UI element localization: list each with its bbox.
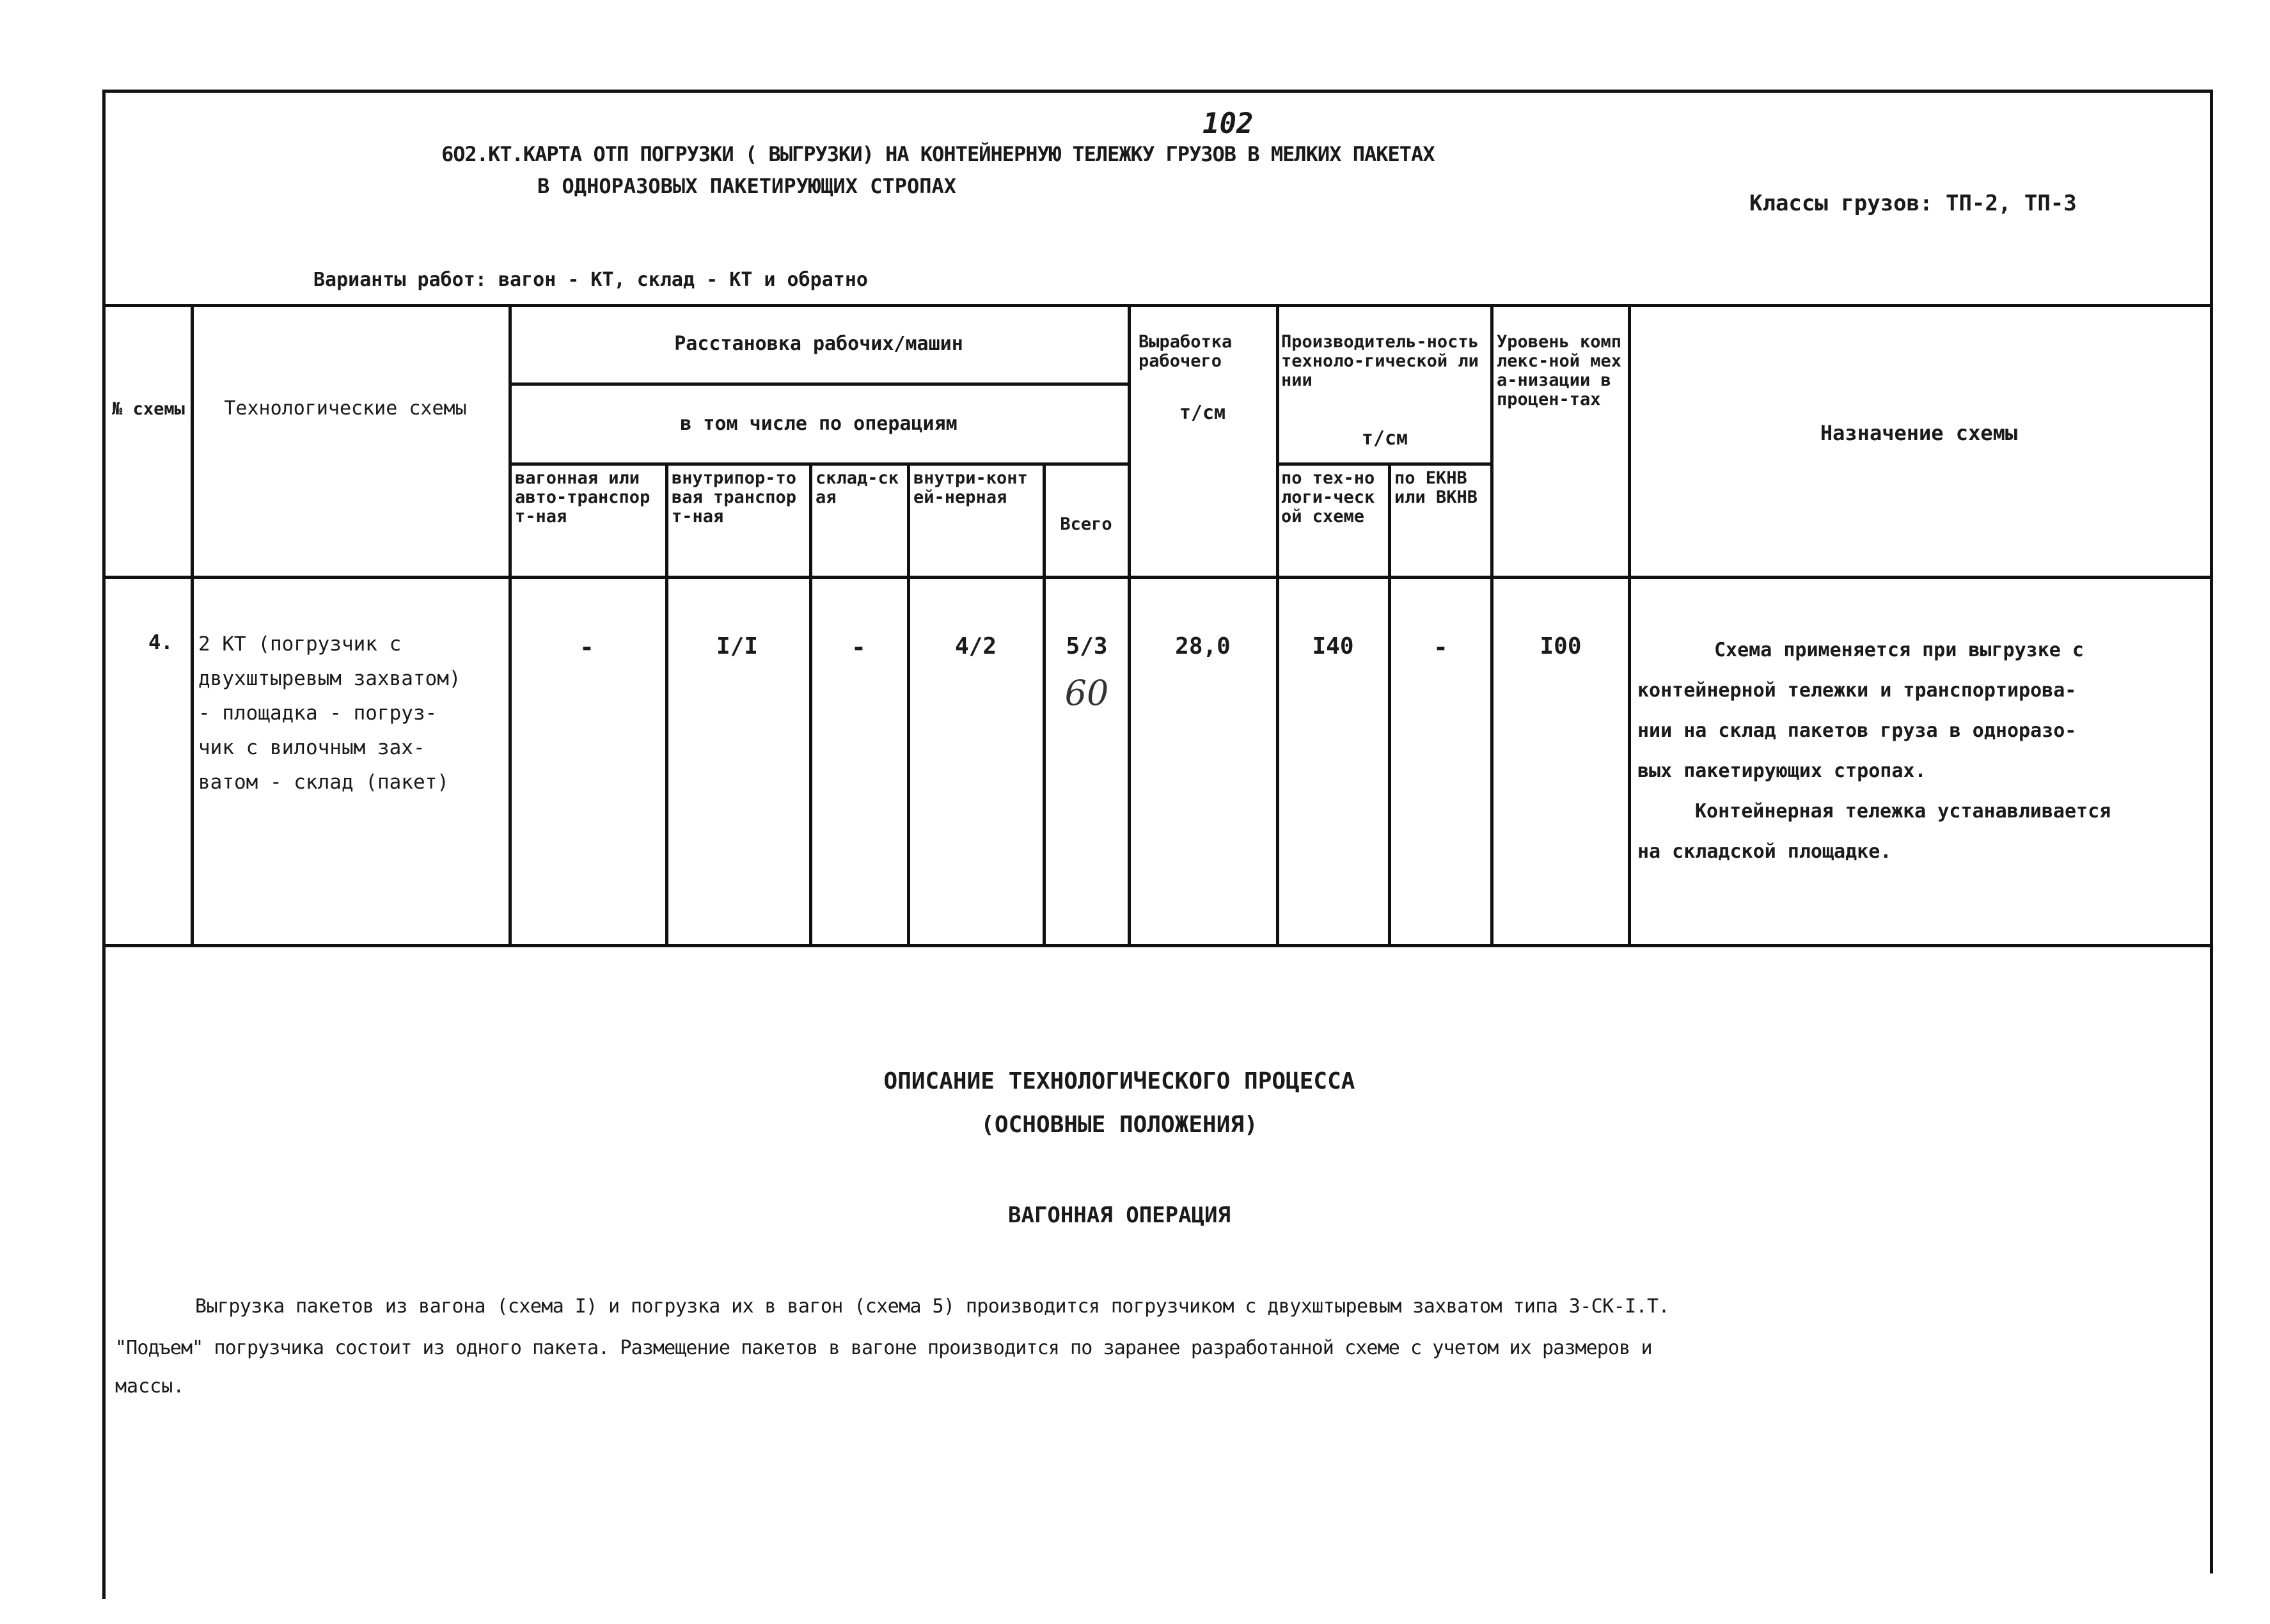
description-paragraph-line3: массы. [115,1375,185,1398]
col-rule-11 [1628,304,1631,947]
header-mechanization: Уровень комплекс-ной меха-низации в процен-тах [1497,332,1622,409]
cell-op-intracontainer: 4/2 [954,633,997,659]
description-subtitle: (ОСНОВНЫЕ ПОЛОЖЕНИЯ) [981,1112,1258,1138]
col-rule-4 [809,462,812,947]
header-including-ops: в том числе по операциям [680,413,958,435]
cell-purpose [1637,630,2111,872]
frame-left [102,90,106,1599]
cell-scheme-text [198,627,461,800]
cell-op-wagon: - [579,633,594,661]
header-scheme-no: № схемы [112,399,185,419]
subheader-rule-2 [508,462,1128,466]
description-paragraph-line1: Выгрузка пакетов из вагона (схема I) и погрузка их в вагон (схема 5) производится погрузчиком с двухштыревым захватом типа 3-СК-I.Т. [195,1295,1669,1318]
purpose-line: на складской площадке. [1637,840,1892,863]
table-top-rule [102,304,2213,307]
frame-right [2210,90,2213,1573]
frame-top [102,90,2213,93]
scheme-text-line: чик с вилочным зах- [198,736,425,759]
scheme-text-line: двухштыревым захватом) [198,667,461,690]
col-rule-9 [1388,462,1391,947]
col-rule-10 [1490,304,1494,947]
cell-op-intraport: I/I [716,633,759,659]
col-rule-2 [508,304,512,947]
header-placement: Расстановка рабочих/машин [674,333,963,355]
cell-by-eknv: - [1433,633,1448,661]
cell-scheme-no: 4. [148,630,173,654]
document-title-line1: 6О2.КТ.КАРТА ОТП ПОГРУЗКИ ( ВЫГРУЗКИ) НА КОНТЕЙНЕРНУЮ ТЕЛЕЖКУ ГРУЗОВ В МЕЛКИХ ПАКЕТАХ [441,142,1435,166]
purpose-line: контейнерной тележки и транспортирова- [1637,679,2077,702]
document-title-line2: В ОДНОРАЗОВЫХ ПАКЕТИРУЮЩИХ СТРОПАХ [537,174,957,198]
subheader-rule-1 [508,382,1128,386]
page-number: 102 [1202,107,1254,140]
header-output: Выработка рабочего [1139,332,1233,371]
header-op-warehouse: склад-ская [816,468,899,507]
purpose-line: Контейнерная тележка устанавливается [1695,800,2111,823]
cell-op-total-handwritten: 60 [1064,673,1109,713]
header-productivity-unit: т/см [1361,427,1408,450]
col-rule-5 [907,462,910,947]
col-rule-8 [1276,304,1279,947]
purpose-line: вых пакетирующих стропах. [1637,760,1927,782]
section-heading: ВАГОННАЯ ОПЕРАЦИЯ [1008,1202,1231,1228]
col-rule-1 [191,304,194,947]
row-bottom-rule [102,944,2213,947]
header-bottom-rule [102,576,2213,579]
header-by-eknv: по ЕКНВ или ВКНВ [1394,468,1478,507]
description-paragraph-line2: "Подъем" погрузчика состоит из одного пакета. Размещение пакетов в вагоне производится по заранее разработанной схеме с учетом их размеров и [115,1337,1652,1359]
cargo-classes: Классы грузов: ТП-2, ТП-3 [1749,191,2077,216]
cell-output: 28,0 [1175,633,1231,659]
header-op-wagon: вагонная или авто-транспорт-ная [515,468,650,526]
header-by-scheme: по тех-нологи-ческой схеме [1281,468,1375,526]
cell-mechanization: I00 [1540,633,1582,659]
header-op-intraport: внутрипор-товая транспорт-ная [672,468,797,526]
cell-by-scheme: I40 [1312,633,1354,659]
header-productivity: Производитель-ность техноло-гической линии [1281,332,1479,390]
purpose-line: нии на склад пакетов груза в одноразо- [1637,720,2077,742]
header-op-total: Всего [1060,514,1112,534]
header-purpose: Назначение схемы [1820,421,2018,445]
col-rule-3 [665,462,668,947]
subheader-rule-3 [1276,462,1490,466]
work-variants: Варианты работ: вагон - КТ, склад - КТ и обратно [313,269,868,291]
scheme-text-line: ватом - склад (пакет) [198,771,449,794]
description-title: ОПИСАНИЕ ТЕХНОЛОГИЧЕСКОГО ПРОЦЕССА [883,1068,1355,1094]
header-op-intracontainer: внутри-контей-нерная [913,468,1028,507]
header-tech-schemes: Технологические схемы [224,397,467,420]
scheme-text-line: 2 КТ (погрузчик с [198,633,402,656]
cell-op-total: 5/3 [1066,633,1108,659]
cell-op-warehouse: - [851,633,866,661]
header-output-unit: т/см [1179,402,1226,424]
scheme-text-line: - площадка - погруз- [198,702,437,725]
col-rule-7 [1128,304,1131,947]
purpose-line: Схема применяется при выгрузке с [1714,639,2084,661]
